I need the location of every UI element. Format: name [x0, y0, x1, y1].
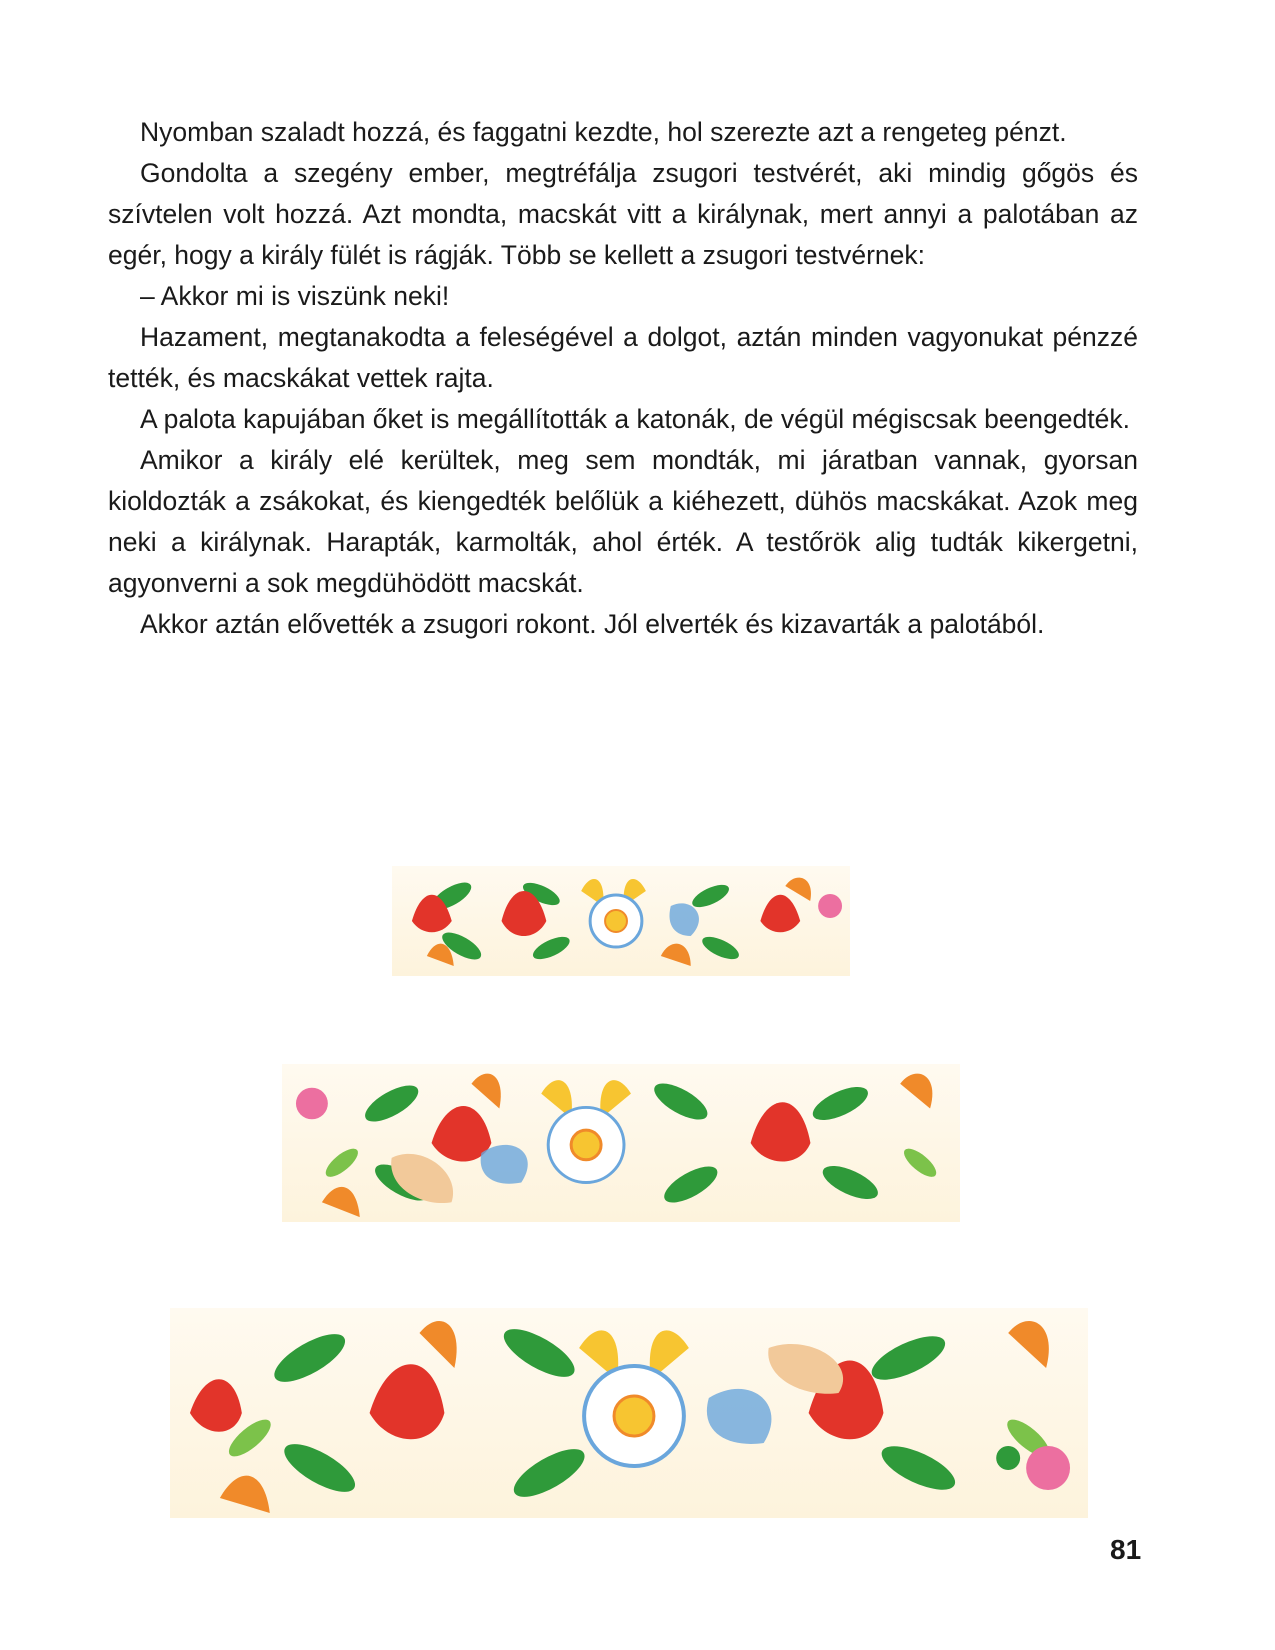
floral-ornament-icon: [392, 866, 850, 976]
story-paragraph-7: Akkor aztán elővették a zsugori rokont. Jól elverték és kizavarták a palotából.: [140, 609, 1045, 639]
story-paragraph-2: Gondolta a szegény ember, megtréfálja zsugori testvérét, aki mindig gőgös és szívtelen volt hozzá. Azt mondta, macskát vitt a királynak, mert annyi a palotában az egér, hogy a király fülét is rágják. Több se kellett a zsugori testvérnek:: [108, 158, 1138, 270]
story-paragraph-1: Nyomban szaladt hozzá, és faggatni kezdte, hol szerezte azt a rengeteg pénzt.: [140, 117, 1067, 147]
floral-ornament-icon: [170, 1308, 1088, 1518]
folk-floral-band-medium: [282, 1064, 960, 1222]
floral-ornament-icon: [282, 1064, 960, 1222]
folk-floral-band-large: [170, 1308, 1088, 1518]
page-number: 81: [1110, 1534, 1142, 1565]
story-paragraph-4: Hazament, megtanakodta a feleségével a dolgot, aztán minden vagyonukat pénzzé tették, és macskákat vettek rajta.: [108, 322, 1138, 393]
story-paragraph-6: Amikor a király elé kerültek, meg sem mondták, mi járatban vannak, gyorsan kioldozták a zsákokat, és kiengedték belőlük a kiéhezett, dühös macskákat. Azok meg neki a királynak. Harapták, karmolták, ahol érték. A testőrök alig tudták kikergetni, agyonverni a sok megdühödött macskát.: [108, 445, 1138, 598]
story-paragraph-3: – Akkor mi is viszünk neki!: [140, 281, 450, 311]
story-paragraph-5: A palota kapujában őket is megállították a katonák, de végül mégiscsak beengedték.: [140, 404, 1130, 434]
folk-floral-band-small: [392, 866, 850, 976]
story-text: [108, 112, 1138, 645]
